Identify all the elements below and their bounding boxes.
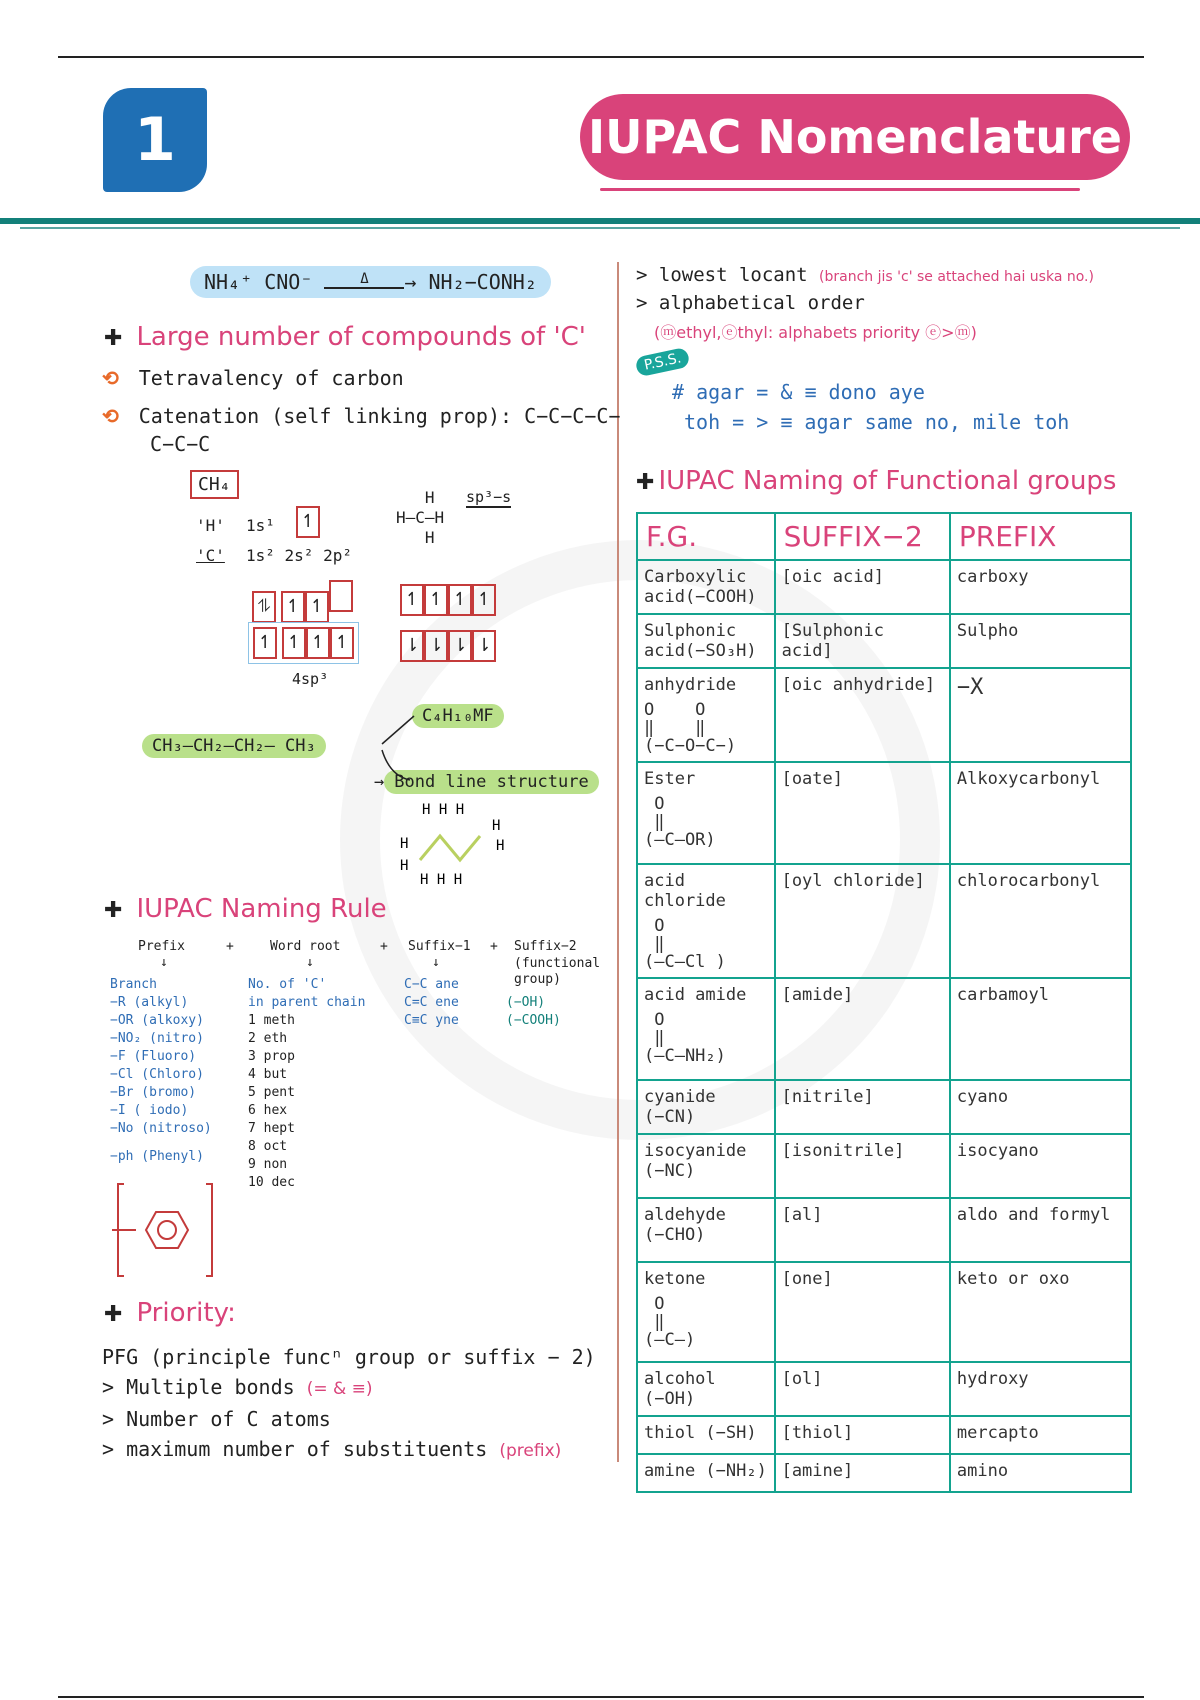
- pss-line2: toh = > ≡ agar same no, mile toh: [684, 410, 1070, 434]
- priority-list: [102, 1342, 596, 1466]
- svg-text:H: H: [496, 838, 505, 854]
- h-config-label: 'H': [196, 516, 225, 535]
- table-row: [637, 560, 1131, 614]
- excited-state-boxes: ↿ ↿ ↿ ↿: [248, 622, 359, 664]
- curved-arrow-icon: ⟲: [102, 366, 119, 390]
- plus-sep: +: [490, 939, 498, 954]
- naming-rule-heading-row: [104, 894, 387, 924]
- suffix-cell: [ol]: [775, 1362, 950, 1416]
- word-root-item: 2 eth: [248, 1031, 288, 1046]
- pss-line1: # agar = & ≡ dono aye: [672, 380, 925, 404]
- word-root-item: 3 prop: [248, 1049, 295, 1064]
- table-row: [637, 1454, 1131, 1492]
- prefix-item: −R (alkyl): [110, 995, 189, 1010]
- reaction-product: NH₂−CONH₂: [428, 270, 537, 294]
- prefix-item: −No (nitroso): [110, 1121, 212, 1136]
- header-prefix: PREFIX: [950, 513, 1131, 560]
- svg-text:H: H: [400, 836, 409, 852]
- word-root-item: 8 oct: [248, 1139, 288, 1154]
- prefix-cell: Alkoxycarbonyl: [950, 762, 1131, 864]
- svg-text:H: H: [400, 858, 409, 874]
- fg-cell: amine (−NH₂): [637, 1454, 775, 1492]
- suffix-cell: [oic acid]: [775, 560, 950, 614]
- suffix1-list: [404, 976, 459, 1030]
- word-root-item: 1 meth: [248, 1013, 295, 1028]
- fg-cell: anhydride O O ‖ ‖ (−C−O−C−): [637, 668, 775, 762]
- suffix-cell: [amide]: [775, 978, 950, 1080]
- word-root-item: 10 dec: [248, 1175, 295, 1190]
- fg-heading: IUPAC Naming of Functional groups: [658, 466, 1117, 496]
- bond-line-structure: [400, 800, 520, 890]
- prefix-col-head: Prefix: [138, 939, 185, 954]
- prefix-item: −ph (Phenyl): [110, 1149, 204, 1164]
- functional-groups-table: [636, 512, 1132, 1493]
- table-row: [637, 614, 1131, 668]
- down-arrow-icon: ↓: [160, 955, 168, 970]
- priority-line: PFG (principle funcⁿ group or suffix − 2): [102, 1345, 596, 1369]
- suffix-cell: [amine]: [775, 1454, 950, 1492]
- down-arrow-icon: ↓: [432, 955, 440, 970]
- fg-cell: Sulphonic acid(−SO₃H): [637, 614, 775, 668]
- curved-arrow-icon: ⟲: [102, 404, 119, 428]
- substituents-note: (prefix): [499, 1441, 562, 1461]
- suffix-cell: [oate]: [775, 762, 950, 864]
- suffix2-note: (functional group): [514, 956, 601, 987]
- prefix-cell: carbamoyl: [950, 978, 1131, 1080]
- prefix-cell: cyano: [950, 1080, 1131, 1134]
- suffix2-item: (−COOH): [506, 1013, 561, 1028]
- word-root-item: 4 but: [248, 1067, 288, 1082]
- plus-bullet-icon: ✚: [104, 898, 123, 923]
- chapter-number-badge: 1: [103, 88, 207, 192]
- alphabetical-note: (ⓜethyl,ⓔthyl: alphabets priority ⓔ>ⓜ): [654, 323, 977, 342]
- large-number-heading: Large number of compounds of 'C': [136, 322, 586, 352]
- fg-structure: O ‖ (—C—NH₂): [644, 1010, 726, 1066]
- top-rule: [58, 56, 1144, 58]
- prefix-item: −NO₂ (nitro): [110, 1031, 204, 1046]
- fg-structure: O O ‖ ‖ (−C−O−C−): [644, 700, 737, 756]
- c-config: 1s² 2s² 2p²: [246, 546, 352, 565]
- suffix1-col-head: Suffix−1: [408, 939, 471, 954]
- c-config-label: 'C': [196, 546, 225, 565]
- suffix-cell: [nitrile]: [775, 1080, 950, 1134]
- fg-cell: ketone O ‖ (—C—): [637, 1262, 775, 1362]
- suffix-cell: [isonitrile]: [775, 1134, 950, 1198]
- sp3-s-label: sp³−s: [466, 488, 512, 506]
- catenation-cont: C−C−C: [150, 432, 211, 456]
- prefix-item: −OR (alkoxy): [110, 1013, 204, 1028]
- priority-heading: Priority:: [136, 1298, 236, 1328]
- table-header-row: [637, 513, 1131, 560]
- fg-cell: thiol (−SH): [637, 1416, 775, 1454]
- arrow-lines: [380, 700, 440, 790]
- prefix-cell: aldo and formyl: [950, 1198, 1131, 1262]
- suffix2-list: [506, 994, 561, 1030]
- prefix-cell: −X: [950, 668, 1131, 762]
- catenation-text: Catenation (self linking prop): C−C−C−C−: [138, 404, 621, 428]
- hybrid-label: 4sp³: [292, 670, 329, 688]
- naming-rule-heading: IUPAC Naming Rule: [136, 894, 387, 924]
- reaction-reactant: NH₄⁺ CNO⁻: [204, 270, 313, 294]
- suffix-cell: [oic anhydride]: [775, 668, 950, 762]
- suffix-cell: [oyl chloride]: [775, 864, 950, 978]
- multiple-bonds-note: (= & ≡): [306, 1379, 373, 1399]
- suffix-cell: [thiol]: [775, 1416, 950, 1454]
- fg-cell: aldehyde (−CHO): [637, 1198, 775, 1262]
- tetravalency-text: Tetravalency of carbon: [138, 366, 404, 390]
- plus-bullet-icon: ✚: [636, 470, 655, 495]
- svg-text:H H H: H H H: [422, 802, 465, 818]
- priority-line: > maximum number of substituents (prefix): [102, 1437, 562, 1461]
- lowest-locant: > lowest locant: [636, 264, 808, 286]
- fg-cell: acid chloride O ‖ (—C—Cl ): [637, 864, 775, 978]
- prefix-item: −Cl (Chloro): [110, 1067, 204, 1082]
- reaction: NH₄⁺ CNO⁻ Δ → NH₂−CONH₂: [190, 270, 551, 295]
- bottom-rule: [58, 1696, 1144, 1698]
- down-arrow-icon: ↓: [306, 955, 314, 970]
- prefix-cell: isocyano: [950, 1134, 1131, 1198]
- table-row: [637, 1080, 1131, 1134]
- fg-cell: alcohol (−OH): [637, 1362, 775, 1416]
- suffix1-item: C≡C yne: [404, 1013, 459, 1028]
- header-divider-thin: [20, 227, 1180, 229]
- priority-line: > Multiple bonds (= & ≡): [102, 1375, 373, 1399]
- suffix-cell: [one]: [775, 1262, 950, 1362]
- prefix-item: −F (Fluoro): [110, 1049, 197, 1064]
- header-divider: [0, 218, 1200, 224]
- fg-cell: acid amide O ‖ (—C—NH₂): [637, 978, 775, 1080]
- ch4-label: CH₄: [190, 470, 239, 499]
- tetravalency-row: [102, 366, 404, 390]
- word-root-item: 7 hept: [248, 1121, 295, 1136]
- header-fg: F.G.: [637, 513, 775, 560]
- table-row: [637, 1416, 1131, 1454]
- large-number-heading-row: [104, 322, 586, 352]
- bond-line-label: → Bond line structure: [374, 772, 599, 792]
- prefix-item: −Br (bromo): [110, 1085, 197, 1100]
- table-row: [637, 762, 1131, 864]
- benzene-ring-icon: [110, 1180, 220, 1280]
- plus-bullet-icon: ✚: [104, 326, 123, 351]
- prefix-item: −I ( iodo): [110, 1103, 189, 1118]
- suffix2-item: (−OH): [506, 995, 546, 1010]
- butane-formula: CH₃—CH₂—CH₂— CH₃: [142, 736, 326, 756]
- svg-text:H H H: H H H: [420, 872, 463, 888]
- fg-heading-row: [636, 466, 1116, 496]
- table-row: [637, 1134, 1131, 1198]
- page-title: IUPAC Nomenclature: [580, 94, 1130, 180]
- plus-sep: +: [226, 939, 234, 954]
- fg-structure: O ‖ (—C—): [644, 1294, 696, 1350]
- sp3-boxes-top: ↿ ↿ ↿ ↿: [400, 584, 496, 616]
- svg-text:H: H: [492, 818, 501, 834]
- suffix-cell: [Sulphonic acid]: [775, 614, 950, 668]
- word-root-item: 5 pent: [248, 1085, 295, 1100]
- word-root-item: No. of 'C': [248, 977, 327, 992]
- methane-structure: H H–C–H H: [396, 488, 445, 547]
- fg-structure: O ‖ (—C—Cl ): [644, 916, 726, 972]
- plus-bullet-icon: ✚: [104, 1302, 123, 1327]
- table-row: [637, 864, 1131, 978]
- fg-cell: Ester O ‖ (—C—OR): [637, 762, 775, 864]
- prefix-item: Branch: [110, 977, 157, 992]
- reaction-arrow: [324, 271, 404, 289]
- suffix1-item: C−C ane: [404, 977, 459, 992]
- fg-cell: Carboxylic acid(−COOH): [637, 560, 775, 614]
- sp3-boxes-bottom: ⇂ ⇂ ⇂ ⇂: [400, 630, 496, 662]
- column-divider: [617, 262, 619, 1462]
- fg-structure: O ‖ (—C—OR): [644, 794, 716, 850]
- mf-label: C₄H₁₀MF: [412, 706, 504, 726]
- prefix-cell: hydroxy: [950, 1362, 1131, 1416]
- table-row: [637, 668, 1131, 762]
- pss-badge: P.S.S.: [635, 347, 691, 378]
- word-root-item: in parent chain: [248, 995, 366, 1010]
- lowest-locant-row: [636, 264, 1094, 286]
- suffix1-item: C=C ene: [404, 995, 459, 1010]
- prefix-cell: Sulpho: [950, 614, 1131, 668]
- fg-cell: cyanide (−CN): [637, 1080, 775, 1134]
- priority-heading-row: [104, 1298, 236, 1328]
- prefix-cell: mercapto: [950, 1416, 1131, 1454]
- lowest-locant-note: (branch jis 'c' se attached hai uska no.): [819, 269, 1094, 285]
- catenation-row: [102, 404, 620, 428]
- prefix-cell: chlorocarbonyl: [950, 864, 1131, 978]
- fg-cell: isocyanide (−NC): [637, 1134, 775, 1198]
- reaction-condition: Δ: [360, 271, 369, 287]
- suffix2-col-head: Suffix−2: [514, 939, 577, 954]
- word-root-item: 9 non: [248, 1157, 288, 1172]
- ground-state-boxes: ⥮ ↿ ↿: [252, 580, 353, 623]
- word-root-item: 6 hex: [248, 1103, 288, 1118]
- h-orbital-box: ↿: [296, 506, 320, 538]
- suffix-cell: [al]: [775, 1198, 950, 1262]
- table-row: [637, 1362, 1131, 1416]
- title-underline: [600, 188, 1080, 191]
- header-suffix: SUFFIX−2: [775, 513, 950, 560]
- alphabetical: > alphabetical order: [636, 292, 865, 314]
- h-config: 1s¹: [246, 516, 275, 535]
- table-row: [637, 1198, 1131, 1262]
- word-root-list: [248, 976, 365, 1192]
- prefix-cell: carboxy: [950, 560, 1131, 614]
- table-row: [637, 1262, 1131, 1362]
- priority-line: > Number of C atoms: [102, 1407, 331, 1431]
- plus-sep: +: [380, 939, 388, 954]
- word-root-col-head: Word root: [270, 939, 341, 954]
- prefix-list: [110, 976, 212, 1166]
- prefix-cell: amino: [950, 1454, 1131, 1492]
- table-row: [637, 978, 1131, 1080]
- prefix-cell: keto or oxo: [950, 1262, 1131, 1362]
